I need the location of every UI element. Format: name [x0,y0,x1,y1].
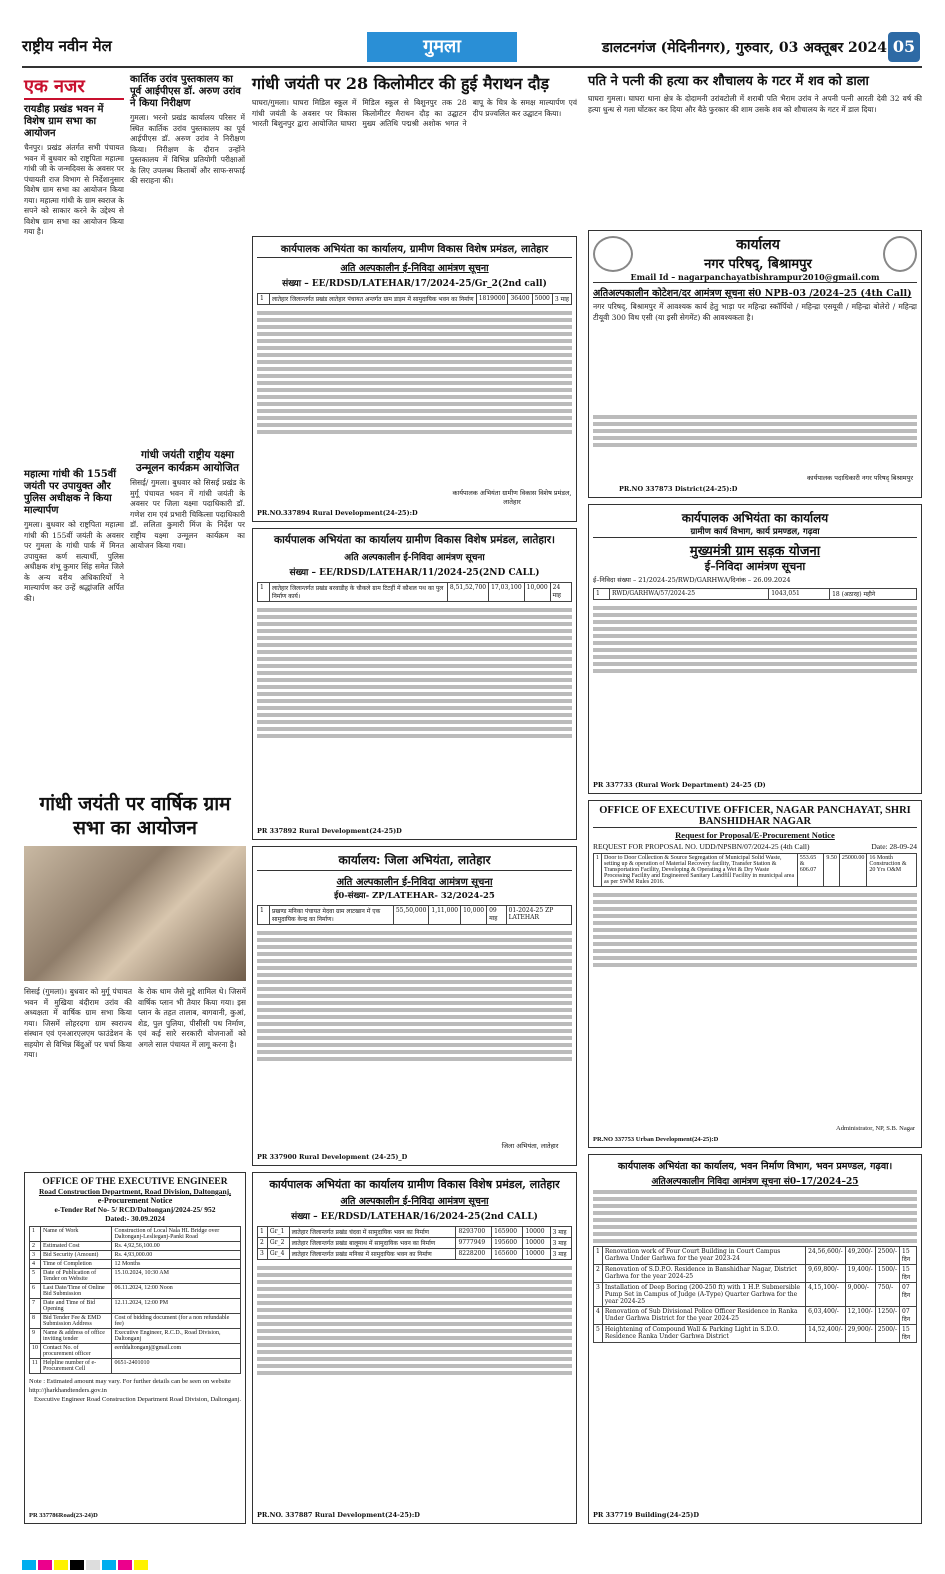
ad-ref: संख्या – EE/RDSD/LATEHAR/16/2024-25(2nd CALL) [291,1212,538,1222]
table-cell: Heightening of Compound Wall & Parking Light in S.D.O. Residence Ranka Under Garhwa District [602,1325,805,1343]
table-row [30,1260,241,1269]
table-cell: 8 [30,1314,41,1329]
table-row [30,1299,241,1314]
table-row [258,1238,572,1249]
tender-ad-bishrampur [588,230,922,498]
table-cell: 165600 [492,1249,523,1260]
article-body: घाघरा/गुमला। घाघरा मिडिल स्कूल में गांधी जयंती के अवसर पर विकास भारती बिशुनपुर द्वारा आयोजित घाघरा मिडिल स्कूल से बिशुनपुर तक 28 किलोमीटर मैराथन दौड़ का उद्घाटन मुख्य अतिथि पद्मश्री अशोक भगत ने बापू के चित्र के समक्ष माल्यार्पण एवं दीप प्रज्वलित कर उद्घाटन किया। [252,98,577,128]
table-cell: Name & address of office inviting tender [41,1329,112,1344]
ad-ref: REQUEST FOR PROPOSAL NO. UDD/NPSBN/07/2024-25 (4th Call) [593,842,810,851]
ad-scheme: मुख्यमंत्री ग्राम सड़क योजना [689,544,821,559]
cost: 1043,051 [769,589,830,600]
table-cell: 3 [258,1249,268,1260]
table-cell: 12 Months [112,1260,241,1269]
gram-sabha-photo [24,846,246,981]
table-row [594,1325,917,1343]
g20-logo [593,236,633,272]
ad-ref: संख्या – EE/RDSD/LATEHAR/11/2024-25(2ND CALL) [289,568,540,578]
table-cell: Bid Security (Amount) [41,1251,112,1260]
table-cell: Gr_4 [267,1249,289,1260]
issue-date: डालटनगंज (मेदिनीनगर), गुरुवार, 03 अक्तूबर 2024 [602,40,888,56]
table-cell: Installation of Deep Boring (200-250 ft) with 1 H.P. Submersible Pump Set in Campus of Judge (A-Type) Quarter Garhwa for the year 2024-25 [602,1283,805,1307]
ad-notice: ई–निविदा आमंत्रण सूचना [704,560,806,573]
fee: 25000.00 [839,854,867,887]
print-color-bar [22,1555,922,1565]
work-name: लातेहार जिलान्तर्गत प्रखंड बरवाडीह के चौकले ग्राम टिटहीं में कौशल पथ का पुल निर्माण कार्य। [270,583,448,602]
period: 3 माह [552,294,571,305]
table-cell: Bid Tender Fee & EMD Submission Address [41,1314,112,1329]
table-cell: Last Date/Time of Online Bid Submission [41,1284,112,1299]
ad-office: कार्यपालक अभियंता का कार्यालय ग्रामीण विकास विशेष प्रमंडल, लातेहार [269,1178,560,1191]
table-cell: 5 [594,1325,603,1343]
table-row [258,1249,572,1260]
table-cell: 15 दिन [900,1265,917,1283]
period: 24 माह [550,583,571,602]
ad-ref: संख्या – EE/RDSD/LATEHAR/17/2024-25/Gr_2(2nd call) [282,279,547,289]
table-cell: Renovation work of Four Court Building in Court Campus Garhwa Under Garhwa for the year 2023-24 [602,1247,805,1265]
pr-number: PR 337892 Rural Development(24-25)D [257,827,402,835]
city-banner: गुमला [367,32,517,62]
section-tag: एक नजर [24,74,124,100]
pr-number: PR.NO.337894 Rural Development(24-25):D [257,509,418,517]
ad-office: कार्यालय: जिला अभियंता, लातेहार [257,851,572,871]
ad-name: नगर परिषद्, बिश्रामपुर [704,257,812,272]
ad-conditions [593,606,917,673]
article-body: सिसई/ गुमला। बुधवार को सिसई प्रखंड के मुर्गू पंचायत भवन में गांधी जयंती के अवसर पर जिला यक्ष्मा पदाधिकारी डॉ. गणेश राम एवं प्रभारी चिकित्सा पदाधिकारी डॉ. ललिता कुमारी मिंज के निर्देश पर राष्ट्रीय यक्ष्मा उन्मूलन कार्यक्रम का आयोजन किया गया। [130,478,245,550]
table-cell: 15 दिन [900,1247,917,1265]
ad-dept: ग्रामीण कार्य विभाग, कार्य प्रमण्डल, गढ़वा [593,526,917,538]
table-cell: 2500/- [875,1247,899,1265]
table-row [30,1344,241,1359]
fee: 5000 [532,294,552,305]
tender-table: 1 लातेहार जिलान्तर्गत प्रखंड लातेहार पंचायत अन्तर्गत ग्राम डाड़म में सामुदायिक भवन का निर्माण 1819000 36400 5000 3 माह [257,293,572,305]
table-cell: Renovation of S.D.P.O. Residence in Banshidhar Nagar, District Garhwa for the year 2024-25 [602,1265,805,1283]
table-row [594,1307,917,1325]
tender-table [257,1226,572,1260]
ad-notice: अति अल्पकालीन ई-निविदा आमंत्रण सूचना [344,553,485,563]
table-cell: 2500/- [875,1325,899,1343]
table-cell: लातेहार जिलान्तर्गत प्रखंड चंदवा में सामुदायिक भवन का निर्माण [289,1227,456,1238]
table-cell: 9 [30,1329,41,1344]
cost: 55,50,000 [393,906,429,925]
ad-dept: Road Construction Department, Road Division, Daltonganj, [38,1187,232,1196]
article-body: के रोक थाम जैसे मुद्दे शामिल थे। जिसमें वार्षिक प्लान भी तैयार किया गया। इस प्लान के तहत तालाब, बागवानी, कुआं, शेड, पुल पुलिया, पीसीसी पथ निर्माण, एवं कई सारे सरकारी योजनाओं को अगले साल पंचायत में लागू करना है। [138,987,246,1049]
nit: 01-2024-25 ZP LATEHAR [506,906,571,925]
table-cell: 4 [30,1260,41,1269]
headline: पति ने पत्नी की हत्या कर शौचालय के गटर में शव को डाला [588,74,869,89]
table-cell: 49,200/- [845,1247,875,1265]
table-cell: 10000 [523,1238,550,1249]
emd: 36400 [508,294,532,305]
table-cell: Helpline number of e-Procurement Cell [41,1359,112,1374]
cost: 1819000 [476,294,508,305]
work-no: RWD/GARHWA/57/2024-25 [609,589,768,600]
table-cell: 15.10.2024, 10:30 AM [112,1269,241,1284]
table-cell: 195600 [492,1238,523,1249]
table-cell: 11 [30,1359,41,1374]
period: 16 Month Construction & 20 Yrs O&M [867,854,917,887]
ad-date: Date: 28-09-24 [871,842,917,851]
cost: 8,51,52,700 [447,583,488,602]
pr-number: PR.NO 337753 Urban Development(24-25):D [593,1136,719,1143]
table-cell: 07 दिन [900,1283,917,1307]
ad-office: कार्यपालक अभियंता का कार्यालय [681,511,829,525]
table-cell: 4 [594,1307,603,1325]
tender-table: 1 प्रखण्ड मनिका पंचायत मेदवा ग्राम लाटखान में एक सामुदायिक केन्द्र का निर्माण। 55,50,000 1,11,000 10,000 09 माह 01-2024-25 ZP LATEHAR [257,905,572,925]
table-row [30,1329,241,1344]
table-row [30,1269,241,1284]
work-desc: Door to Door Collection & Source Segregation of Municipal Solid Waste, setting up & operation of Material Recovery facility, Transfer Station & Transportation Facility, Developing & Operating a Wet & Dry Waste Processing Facility and Engineered Sanitary Landfill Facility in municipal area as per SWM Rules 2016. [602,854,798,887]
table-cell: 2 [258,1238,268,1249]
table-cell: 3 [30,1251,41,1260]
ad-ref: ई0-संख्या- ZP/LATEHAR- 32/2024-25 [334,891,495,901]
work-name: लातेहार जिलान्तर्गत प्रखंड लातेहार पंचायत अन्तर्गत ग्राम डाड़म में सामुदायिक भवन का निर्माण [270,294,477,305]
table-cell: 2 [30,1242,41,1251]
ad-email: Email Id – nagarpanchayatbishrampur2010@gmail.com [593,272,917,283]
article-body: चैनपुर। प्रखंड अंतर्गत सभी पंचायत भवन में बुधवार को राष्ट्रपिता महात्मा गांधी जी के जन्मदिवस के अवसर पर पंचायती राज विभाग से निर्देशानुसार विशेष ग्राम सभा का आयोजन किया गया। महात्मा गांधी के ग्राम स्वराज के सपने को साकार करने के उद्देश्य से विशेष ग्राम सभा का आयोजन किया गया है। [24,143,124,236]
ad-proc: Request for Proposal/E-Procurement Notice [675,830,835,840]
period: 18 (अठारह) महीने [830,589,917,600]
ad-conditions [257,311,572,434]
headline: गांधी जयंती पर वार्षिक ग्राम सभा का आयोजन [39,793,231,839]
pr-number: PR.NO. 337887 Rural Development(24-25):D [257,1511,420,1519]
table-row [594,1247,917,1265]
tender-ad-bhawan [588,1154,922,1524]
period: 09 माह [487,906,506,925]
headline: गांधी जयंती पर 28 किलोमीटर की हुई मैराथन दौड़ [252,74,550,93]
table-cell: 24,56,600/- [806,1247,846,1265]
table-row [594,1283,917,1307]
table-cell: 12.11.2024, 12:00 PM [112,1299,241,1314]
tender-ad-zila [252,846,577,1166]
fee: 10,000 [461,906,487,925]
table-cell: Construction of Local Nala HL Bridge over Daltonganj-Leslieganj-Panki Road [112,1227,241,1242]
table-row [30,1359,241,1374]
table-cell: 1 [30,1227,41,1242]
paper-name: राष्ट्रीय नवीन मेल [22,37,112,55]
article-body: घाघरा गुमला। घाघरा थाना क्षेत्र के दोदामनी उरांवटोली में शराबी पति भैराम उरांव ने अपनी पत्नी आरती देवी 32 वर्ष की हत्या धुन्ध से गला घोंटकर कर दिया और बैठे फुरकार की शाम उसके शव को शौचालय के गटर में डाल दिया। [588,94,922,114]
table-cell: 29,900/- [845,1325,875,1343]
table-cell: 1500/- [875,1265,899,1283]
ad-office: कार्यपालक अभियंता का कार्यालय ग्रामीण विकास विशेष प्रमंडल, लातेहार। [274,534,555,546]
article-body: गुमला। बुधवार को राष्ट्रपिता महात्मा गांधी की 155वीं जयंती के अवसर पर गुमला के गांधी पार्क में मिनत उपायुक्त कर्ण सत्यार्थी, पुलिस अधीक्षक शंभू कुमार सिंह समेत जिले के अन्य वरीय अधिकारियों ने माल्यार्पण कर उन्हें श्रद्धांजलि अर्पित की। [24,520,124,603]
ad-signature: कार्यपालक अभियंता ग्रामीण विकास विशेष प्रमंडल, लातेहार [452,489,572,506]
masthead [22,32,922,62]
table-cell: लातेहार जिलान्तर्गत प्रखंड बालूमाथ में सामुदायिक भवन का निर्माण [289,1238,456,1249]
page-number: 05 [888,32,920,62]
cost: 553.65 & 606.07 [797,854,824,887]
table-cell: 6 [30,1284,41,1299]
ad-signature: Administrator, NP, S.B. Nagar [836,1125,915,1132]
ad-notice: अतिअल्पकालीन निविदा आमंत्रण सूचना सं0–17/2024–25 [651,1177,859,1187]
table-cell: Gr_1 [267,1227,289,1238]
gram-sabha-story [24,792,246,1167]
tender-table [593,1246,917,1343]
ad-note: Note : Estimated amount may vary. For further details can be seen on website http://jharkhandtenders.gov.in [29,1378,231,1394]
headline: कार्तिक उरांव पुस्तकालय का पूर्व आईपीएस डॉ. अरुण उरांव ने किया निरीक्षण [130,74,241,109]
table-cell: Rs. 4,93,000.00 [112,1251,241,1260]
emd: 17,03,100 [489,583,525,602]
marathon-story [252,74,577,232]
table-cell: 3 माह [550,1249,571,1260]
table-cell: लातेहार जिलान्तर्गत प्रखंड मनिका में सामुदायिक भवन का निर्माण [289,1249,456,1260]
table-cell: 3 माह [550,1238,571,1249]
table-cell: 15 दिन [900,1325,917,1343]
table-cell: 2 [594,1265,603,1283]
table-cell: 9777949 [456,1238,492,1249]
pr-number: PR 337900 Rural Development (24-25)_D [257,1153,408,1161]
ad-conditions [257,608,572,738]
ad-conditions [257,1266,572,1375]
ad-signature: जिला अभियंता, लातेहार [501,1142,559,1150]
headline: महात्मा गांधी की 155वीं जयंती पर उपायुक्त और पुलिस अधीक्षक ने किया माल्यार्पण [24,469,116,516]
table-cell: 7 [30,1299,41,1314]
table-cell: 1250/- [875,1307,899,1325]
table-row [30,1242,241,1251]
work-name: प्रखण्ड मनिका पंचायत मेदवा ग्राम लाटखान में एक सामुदायिक केन्द्र का निर्माण। [270,906,394,925]
emblem-icon [883,236,917,272]
ad-conditions [257,931,572,1061]
table-cell: 0651-2401010 [112,1359,241,1374]
table-cell: 5 [30,1269,41,1284]
tender-ad-rdsd-17 [252,236,577,522]
tender-table [29,1226,241,1374]
table-cell: 1 [594,1247,603,1265]
ad-title: OFFICE OF THE EXECUTIVE ENGINEER [42,1177,228,1187]
header-rule [22,66,922,68]
table-cell: Cost of bidding document (for a non refundable fee) [112,1314,241,1329]
column-ek-nazar [24,74,124,784]
table-cell: 14,52,400/- [806,1325,846,1343]
ad-notice: अतिअल्पकालीन कोटेशन/दर आमंत्रण सूचना सं0 NPB-03 /2024–25 (4th Call) [593,288,912,299]
ad-body: नगर परिषद्, बिश्रामपुर में आवश्यक कार्य हेतु भाड़ा पर महिन्द्रा स्कॉर्पियो / महिन्द्रा एसयूवी / महिन्द्रा बोलेरो / महिन्द्रा टीयूवी 300 विथ एसी (या इसी सेगमेंट) की आवश्यकता है। [593,302,917,322]
ad-notice: अति अल्पकालीन ई-निविदा आमंत्रण सूचना [340,263,489,274]
tender-table: 1 Door to Door Collection & Source Segregation of Municipal Solid Waste, setting up & operation of Material Recovery facility, Transfer Station & Transportation Facility, Developing & Operating a Wet & Dry Waste Processing Facility and Engineered Sanitary Landfill Facility in municipal area as per SWM Rules 2016. 553.65 & 606.07 9.50 25000.00 16 Month Construction & 20 Yrs O&M [593,853,917,887]
tender-table: 1 RWD/GARHWA/57/2024-25 1043,051 18 (अठारह) महीने [593,588,917,600]
ad-proc: e-Procurement Notice [97,1196,173,1205]
table-cell: 19,400/- [845,1265,875,1283]
table-cell: eerddaltonganj@gmail.com [112,1344,241,1359]
article-body: सिसई (गुमला)। बुधवार को मुर्गू पंचायत भवन में मुखिया बंदीराम उरांव की अध्यक्षता में वार्षिक ग्राम सभा किया गया। जिसमें लोहरदगा ग्राम स्वराज्य संस्थान एवं एनआरएलएम फाउंडेशन के सहयोग से विभिन्न बिंदुओं पर चर्चा किया गया। [24,987,132,1059]
tender-ad-garhwa-rwd [588,504,922,794]
table-cell: Time of Completion [41,1260,112,1269]
table-cell: 1 [258,1227,268,1238]
table-cell: 12,100/- [845,1307,875,1325]
ad-date: Dated:- 30.09.2024 [105,1214,165,1223]
table-row [30,1314,241,1329]
table-row [30,1251,241,1260]
table-cell: Gr_2 [267,1238,289,1249]
ad-schedule [593,1190,917,1243]
table-cell: Renovation of Sub Divisional Police Officer Residence in Ranka Under Garhwa District for the year 2024-25 [602,1307,805,1325]
murder-story [588,74,922,224]
table-cell: 07 दिन [900,1307,917,1325]
table-cell: 8228200 [456,1249,492,1260]
ad-signature: कार्यपालक पदाधिकारी नगर परिषद् बिश्रामपुर [806,474,914,482]
tender-ad-banshidhar [588,800,922,1148]
tender-ad-exec-engineer [24,1172,246,1524]
table-cell: Estimated Cost [41,1242,112,1251]
table-cell: 750/- [875,1283,899,1307]
table-cell: 165900 [492,1227,523,1238]
table-cell: 4,15,100/- [806,1283,846,1307]
table-cell: 9,000/- [845,1283,875,1307]
fee: 10,000 [524,583,550,602]
ad-signature: Executive Engineer Road Construction Department Road Division, Daltonganj. [33,1396,241,1403]
table-row [30,1227,241,1242]
ad-notice: अति अल्पकालीन ई-निविदा आमंत्रण सूचना [340,1196,489,1207]
table-cell: 9,69,800/- [806,1265,846,1283]
pr-number: PR 337786Road(23-24)D [29,1512,98,1519]
table-cell: 3 [594,1283,603,1307]
table-cell: Name of Work [41,1227,112,1242]
table-row [594,1265,917,1283]
ad-notice: अति अल्पकालीन ई-निविदा आमंत्रण सूचना [336,877,493,888]
table-cell: 6,03,400/- [806,1307,846,1325]
emd: 9.50 [824,854,840,887]
table-cell: 10 [30,1344,41,1359]
table-cell: Date and Time of Bid Opening [41,1299,112,1314]
pr-number: PR 337719 Building(24-25)D [593,1511,699,1519]
tender-ad-rdsd-16 [252,1172,577,1524]
ad-ref: ई–निविदा संख्या – 21/2024-25/RWD/GARHWA/दिनांक – 26.09.2024 [593,576,791,584]
ad-office: कार्यपालक अभियंता का कार्यालय, ग्रामीण विकास विशेष प्रमंडल, लातेहार [257,241,572,258]
table-cell: 10000 [523,1249,550,1260]
headline: गांधी जयंती राष्ट्रीय यक्ष्मा उन्मूलन कार्यक्रम आयोजित [136,449,239,474]
ad-office: कार्यालय [736,237,780,253]
table-cell: 3 माह [550,1227,571,1238]
table-cell: 06.11.2024, 12:00 Noon [112,1284,241,1299]
table-cell: Executive Engineer, R.C.D., Road Division, Daltonganj [112,1329,241,1344]
table-cell: 8293700 [456,1227,492,1238]
article-body: गुमला। भरनो प्रखंड कार्यालय परिसर में स्थित कार्तिक उरांव पुस्तकालय का पूर्व आईपीएस डॉ. अरुण उरांव ने निरीक्षण किया। निरीक्षण के दौरान उन्होंने पुस्तकालय में विभिन्न प्रतियोगी परीक्षाओं के लिए उपलब्ध किताबों और साफ-सफाई की सराहना की। [130,113,245,185]
ad-conditions [593,415,917,447]
column-library [130,74,245,784]
table-cell: Rs. 4,92,56,100.00 [112,1242,241,1251]
headline: रायडीह प्रखंड भवन में विशेष ग्राम सभा का आयोजन [24,104,104,139]
ad-schedule [593,893,917,967]
table-row [258,1227,572,1238]
table-row [30,1284,241,1299]
pr-number: PR.NO 337873 District(24-25):D [619,485,738,493]
emd: 1,11,000 [429,906,461,925]
ad-office: कार्यपालक अभियंता का कार्यालय, भवन निर्माण विभाग, भवन प्रमण्डल, गढ़वा। [617,1161,893,1172]
ad-title: OFFICE OF EXECUTIVE OFFICER, NAGAR PANCHAYAT, SHRI BANSHIDHAR NAGAR [593,805,917,828]
table-cell: Contact No. of procurement officer [41,1344,112,1359]
tender-ad-rdsd-11 [252,528,577,840]
pr-number: PR 337733 (Rural Work Department) 24-25 (D) [593,781,766,789]
table-cell: 10000 [523,1227,550,1238]
tender-table: 1 लातेहार जिलान्तर्गत प्रखंड बरवाडीह के चौकले ग्राम टिटहीं में कौशल पथ का पुल निर्माण कार्य। 8,51,52,700 17,03,100 10,000 24 माह [257,582,572,602]
table-cell: Date of Publication of Tender on Website [41,1269,112,1284]
ad-ref: e-Tender Ref No- 5/ RCD/Daltonganj/2024-25/ 952 [54,1205,216,1214]
